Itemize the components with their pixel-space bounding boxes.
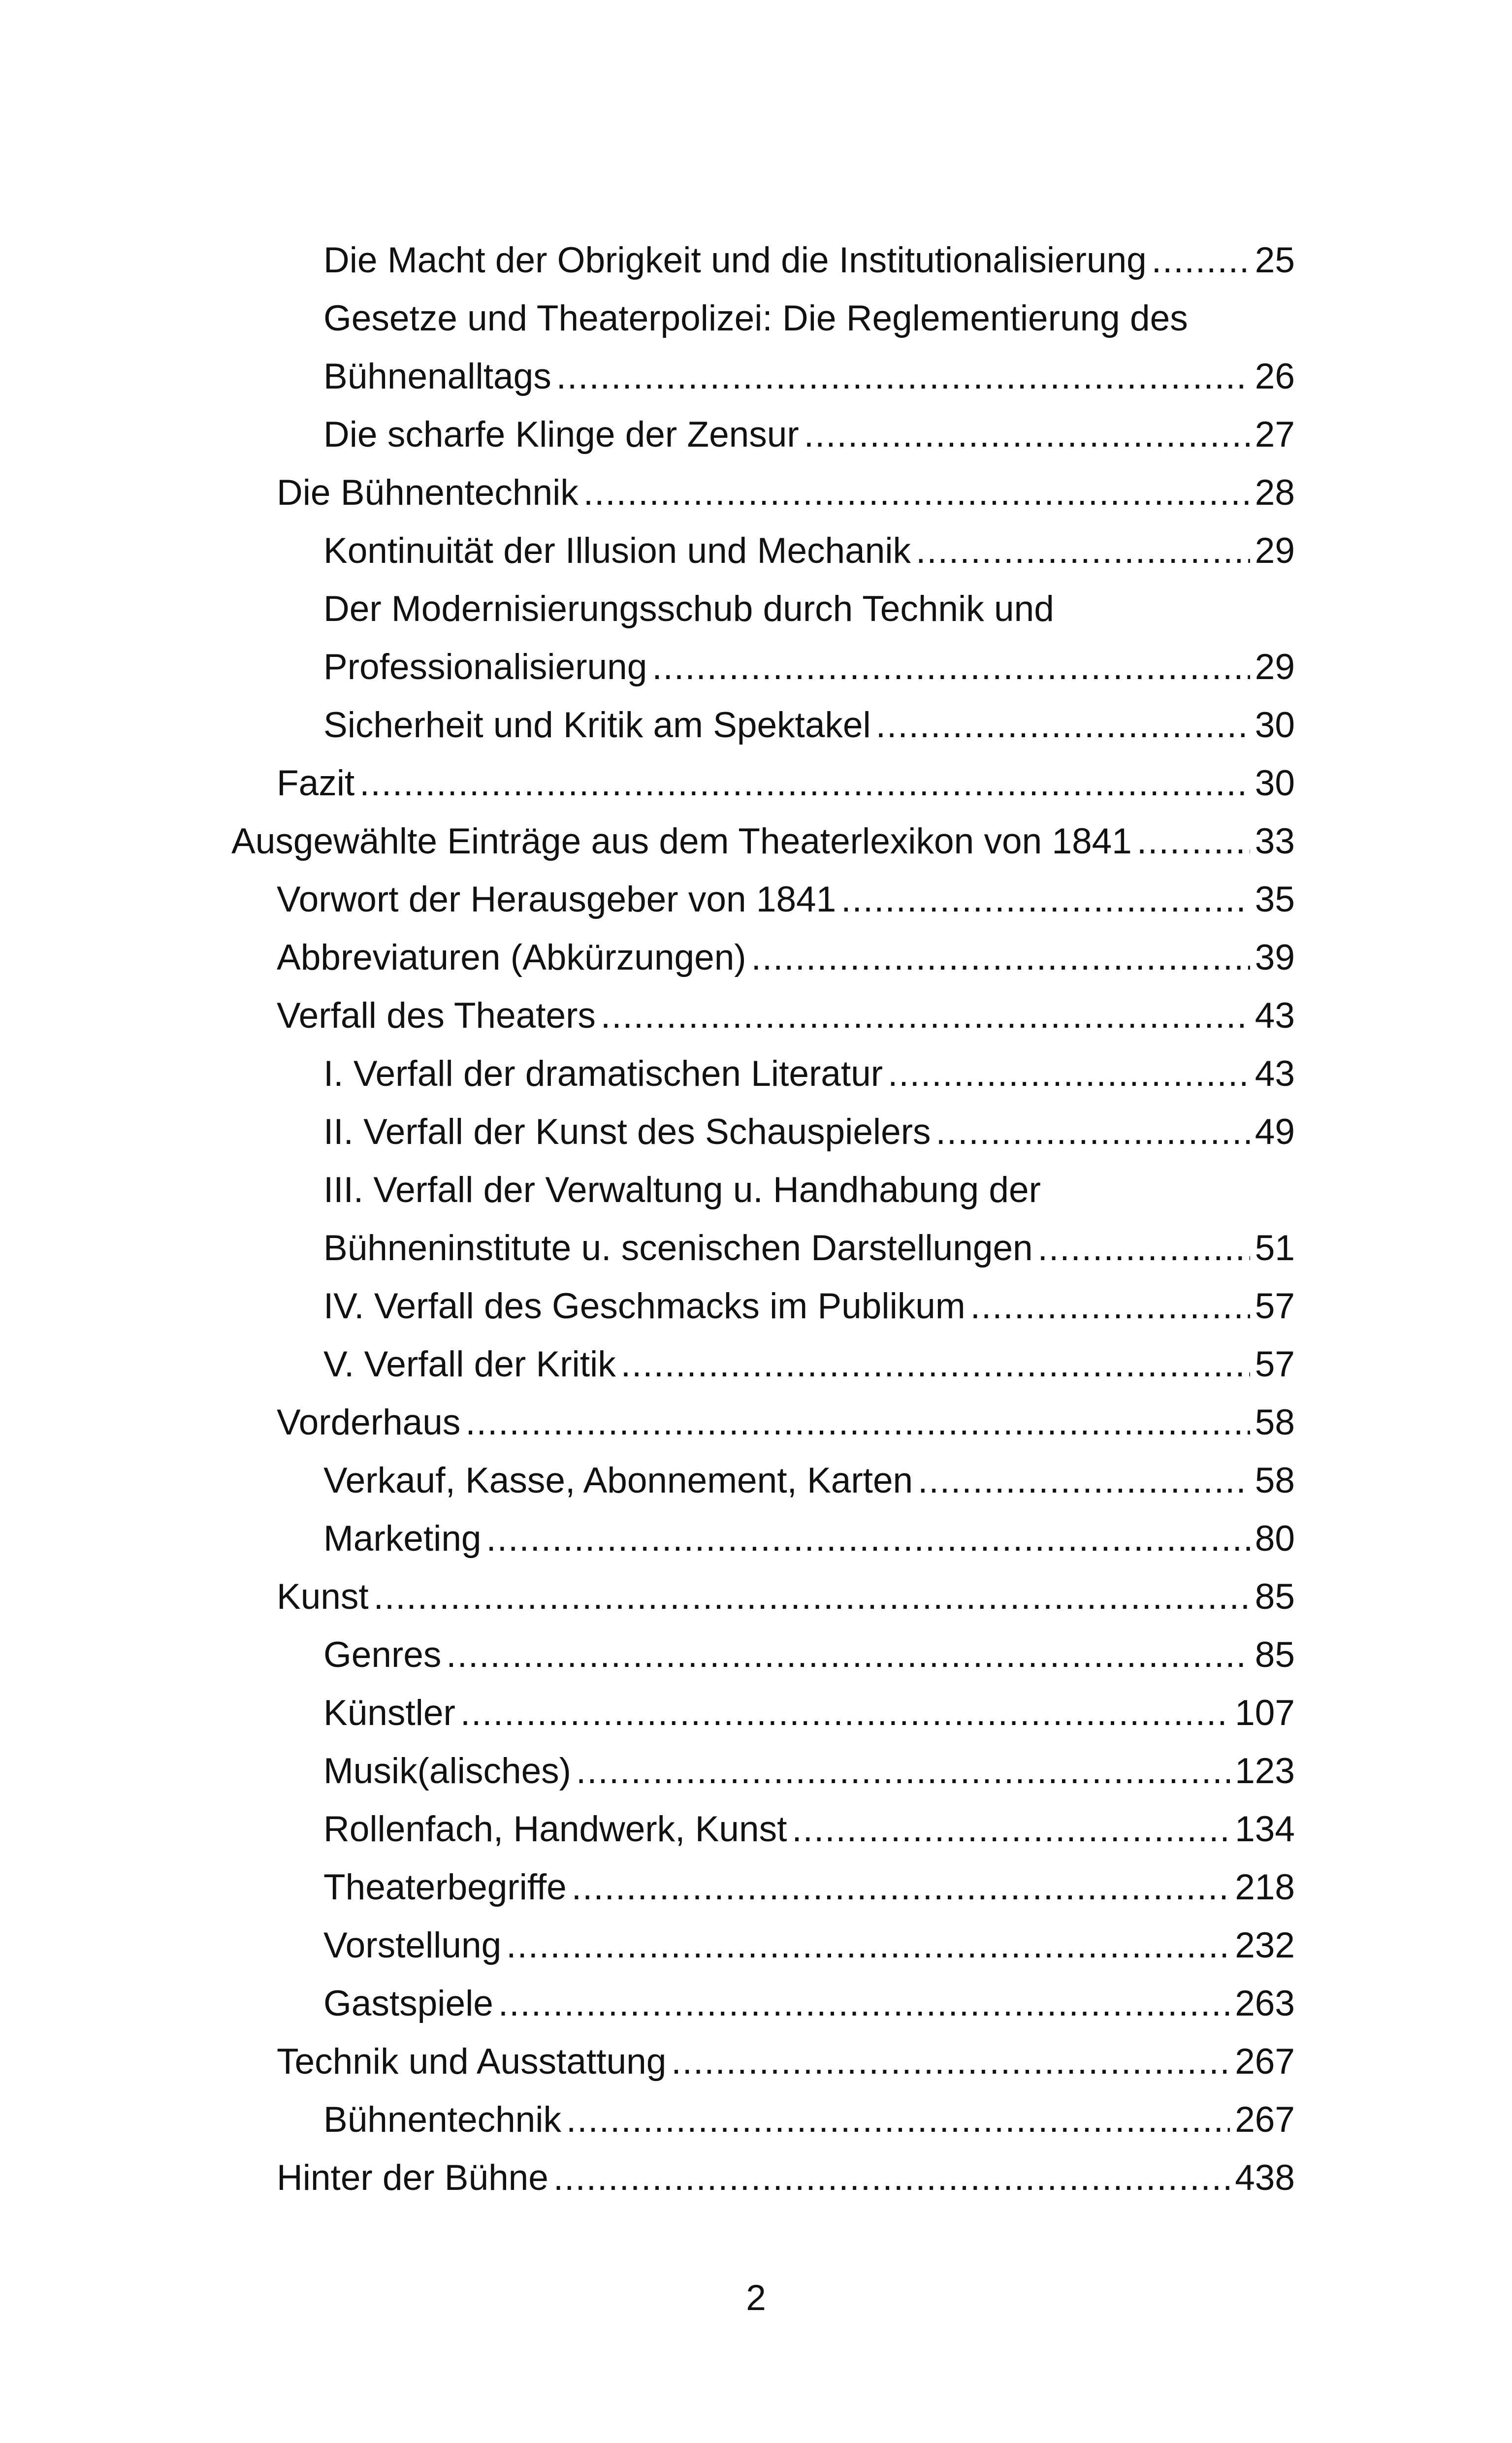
toc-entry: [231, 2033, 1295, 2091]
toc-entry: [231, 1568, 1295, 1626]
dot-leader: [888, 1045, 1250, 1103]
toc-entry: [231, 2149, 1295, 2207]
toc-entry-row: [277, 929, 1295, 987]
toc-entry-title: I. Verfall der dramatischen Literatur: [323, 1054, 883, 1094]
dot-leader: [1137, 813, 1250, 871]
toc-entry-title: Kunst: [277, 1577, 369, 1617]
toc-entry-page: 30: [1255, 763, 1295, 803]
toc-entry: [231, 929, 1295, 987]
toc-entry-page: 43: [1255, 1054, 1295, 1094]
toc-entry-page: 25: [1255, 240, 1295, 280]
dot-leader: [374, 1568, 1250, 1626]
toc-entry-row: [323, 1917, 1295, 1975]
dot-leader: [359, 754, 1250, 813]
toc-entry: [231, 464, 1295, 522]
toc-entry: [231, 1975, 1295, 2033]
toc-entry-page: 438: [1235, 2158, 1295, 2198]
toc-entry-row: [323, 1336, 1295, 1394]
toc-entry-row: [277, 2033, 1295, 2091]
toc-entry-page: 35: [1255, 879, 1295, 919]
toc-entry-page: 27: [1255, 415, 1295, 455]
toc-entry: [231, 580, 1295, 696]
toc-entry-title: Hinter der Bühne: [277, 2158, 548, 2198]
toc-entry-title: Vorstellung: [323, 1925, 502, 1965]
toc-entry-title: Marketing: [323, 1519, 482, 1559]
toc-entry-row: [323, 1452, 1295, 1510]
toc-entry-title: Der Modernisierungsschub durch Technik und: [323, 589, 1054, 629]
toc-entry-title: Verfall des Theaters: [277, 996, 596, 1036]
toc-entry-page: 57: [1255, 1344, 1295, 1384]
dot-leader: [916, 522, 1250, 580]
toc-entry-title: Musik(alisches): [323, 1751, 571, 1791]
toc-entry-page: 49: [1255, 1112, 1295, 1152]
toc-entry-title: II. Verfall der Kunst des Schauspielers: [323, 1112, 931, 1152]
toc-entry-page: 30: [1255, 705, 1295, 745]
toc-entry: [231, 1684, 1295, 1742]
dot-leader: [1152, 231, 1250, 290]
toc-entry-page: 28: [1255, 473, 1295, 513]
toc-entry-page: 134: [1235, 1809, 1295, 1849]
toc-entry-row: [277, 1394, 1295, 1452]
toc-entry-title: Sicherheit und Kritik am Spektakel: [323, 705, 871, 745]
toc-entry-title: V. Verfall der Kritik: [323, 1344, 616, 1384]
dot-leader: [918, 1452, 1250, 1510]
toc-entry-row: [323, 638, 1295, 696]
toc-entry-title: Technik und Ausstattung: [277, 2042, 667, 2082]
toc-entry-row: [323, 1277, 1295, 1336]
toc-entry-row: [277, 987, 1295, 1045]
toc-entry-row: [323, 231, 1295, 290]
dot-leader: [460, 1684, 1230, 1742]
toc-entry-page: 85: [1255, 1577, 1295, 1617]
toc-entry-title: III. Verfall der Verwaltung u. Handhabung der: [323, 1170, 1041, 1210]
dot-leader: [553, 2149, 1230, 2207]
toc-entry: [231, 1800, 1295, 1858]
toc-entry-title-continuation: Bühnenalltags: [323, 357, 551, 396]
toc-entry-row: [323, 2091, 1295, 2149]
toc-entry-title: Vorderhaus: [277, 1402, 461, 1442]
dot-leader: [486, 1510, 1250, 1568]
toc-entry-row: [323, 696, 1295, 754]
dot-leader: [576, 1742, 1230, 1800]
toc-entry-title: Kontinuität der Illusion und Mechanik: [323, 531, 911, 571]
toc-entry-page: 39: [1255, 938, 1295, 977]
toc-entry-row: [323, 1626, 1295, 1684]
toc-entry-page: 58: [1255, 1461, 1295, 1500]
dot-leader: [652, 638, 1250, 696]
toc-entry: [231, 1626, 1295, 1684]
toc-entry-page: 58: [1255, 1402, 1295, 1442]
toc-entry-page: 123: [1235, 1751, 1295, 1791]
toc-entry-title: IV. Verfall des Geschmacks im Publikum: [323, 1286, 965, 1326]
toc-entry-row: [323, 1219, 1295, 1277]
toc-entry-page: 267: [1235, 2100, 1295, 2140]
toc-entry-page: 107: [1235, 1693, 1295, 1733]
toc-entry-title: Vorwort der Herausgeber von 1841: [277, 879, 836, 919]
toc-entry-row: [323, 1510, 1295, 1568]
toc-entry-page: 33: [1255, 821, 1295, 861]
toc-entry-page: 232: [1235, 1925, 1295, 1965]
toc-entry-title-continuation: Professionalisierung: [323, 647, 647, 687]
toc-entry-row: [323, 522, 1295, 580]
toc-entry: [231, 754, 1295, 813]
toc-entry: [231, 1452, 1295, 1510]
dot-leader: [465, 1394, 1250, 1452]
dot-leader: [792, 1800, 1230, 1858]
toc-entry-page: 85: [1255, 1635, 1295, 1675]
toc-entry-title: Gastspiele: [323, 1984, 493, 2023]
toc-entry-page: 57: [1255, 1286, 1295, 1326]
toc-entry-row: [277, 871, 1295, 929]
toc-entry-row: [323, 1975, 1295, 2033]
toc-entry: [231, 1103, 1295, 1161]
dot-leader: [566, 2091, 1230, 2149]
toc-entry: [231, 1394, 1295, 1452]
dot-leader: [583, 464, 1250, 522]
toc-entry: [231, 813, 1295, 871]
toc-entry-row: [277, 464, 1295, 522]
toc-entry: [231, 871, 1295, 929]
dot-leader: [572, 1858, 1230, 1917]
toc-entry: [231, 522, 1295, 580]
toc-entry-title: Die scharfe Klinge der Zensur: [323, 415, 799, 455]
toc-entry-page: 29: [1255, 647, 1295, 687]
toc-entry-title: Genres: [323, 1635, 442, 1675]
toc-entry-title-continuation: Bühneninstitute u. scenischen Darstellungen: [323, 1228, 1033, 1268]
dot-leader: [601, 987, 1250, 1045]
toc-entry-row: [277, 754, 1295, 813]
toc-entry-title: Rollenfach, Handwerk, Kunst: [323, 1809, 787, 1849]
toc-entry-title: Künstler: [323, 1693, 455, 1733]
toc-entry-title: Abbreviaturen (Abkürzungen): [277, 938, 746, 977]
toc-entry: [231, 1858, 1295, 1917]
toc-entry-title: Verkauf, Kasse, Abonnement, Karten: [323, 1461, 913, 1500]
toc-entry-row: [323, 1684, 1295, 1742]
toc-entry: [231, 406, 1295, 464]
toc-entry: [231, 696, 1295, 754]
table-of-contents: [231, 231, 1295, 2207]
toc-entry-title: Die Macht der Obrigkeit und die Institutionalisierung: [323, 240, 1147, 280]
toc-entry-page: 267: [1235, 2042, 1295, 2082]
dot-leader: [671, 2033, 1230, 2091]
toc-entry-page: 263: [1235, 1984, 1295, 2023]
dot-leader: [1038, 1219, 1250, 1277]
toc-entry: [231, 1277, 1295, 1336]
toc-entry-page: 26: [1255, 357, 1295, 396]
dot-leader: [804, 406, 1250, 464]
toc-entry-title: Bühnentechnik: [323, 2100, 561, 2140]
dot-leader: [446, 1626, 1250, 1684]
toc-entry: [231, 987, 1295, 1045]
toc-entry: [231, 1917, 1295, 1975]
toc-entry-row: [323, 1800, 1295, 1858]
toc-entry: [231, 1161, 1295, 1277]
toc-entry: [231, 1742, 1295, 1800]
toc-entry-title: Fazit: [277, 763, 355, 803]
toc-entry-page: 218: [1235, 1867, 1295, 1907]
dot-leader: [556, 348, 1250, 406]
dot-leader: [506, 1917, 1230, 1975]
toc-entry: [231, 1045, 1295, 1103]
dot-leader: [841, 871, 1250, 929]
toc-entry-row: [231, 813, 1295, 871]
toc-entry-row: [277, 1568, 1295, 1626]
dot-leader: [751, 929, 1250, 987]
toc-entry-title: Ausgewählte Einträge aus dem Theaterlexikon von 1841: [231, 821, 1132, 861]
toc-entry-page: 29: [1255, 531, 1295, 571]
toc-entry-page: 80: [1255, 1519, 1295, 1559]
toc-entry-title: Gesetze und Theaterpolizei: Die Reglementierung des: [323, 298, 1188, 338]
toc-entry-row: [323, 348, 1295, 406]
toc-entry: [231, 290, 1295, 406]
dot-leader: [498, 1975, 1230, 2033]
toc-entry-row: [323, 1742, 1295, 1800]
toc-entry: [231, 2091, 1295, 2149]
toc-entry-row: [323, 406, 1295, 464]
toc-entry: [231, 231, 1295, 290]
dot-leader: [876, 696, 1250, 754]
toc-entry-page: 43: [1255, 996, 1295, 1036]
toc-entry: [231, 1510, 1295, 1568]
toc-entry: [231, 1336, 1295, 1394]
toc-entry-row: [277, 2149, 1295, 2207]
dot-leader: [621, 1336, 1250, 1394]
dot-leader: [936, 1103, 1250, 1161]
toc-entry-row: [323, 1858, 1295, 1917]
toc-entry-page: 51: [1255, 1228, 1295, 1268]
toc-entry-row: [323, 1045, 1295, 1103]
page-number: 2: [746, 2278, 766, 2318]
toc-entry-row: [323, 1103, 1295, 1161]
dot-leader: [970, 1277, 1250, 1336]
toc-entry-title: Die Bühnentechnik: [277, 473, 579, 513]
toc-entry-title: Theaterbegriffe: [323, 1867, 567, 1907]
